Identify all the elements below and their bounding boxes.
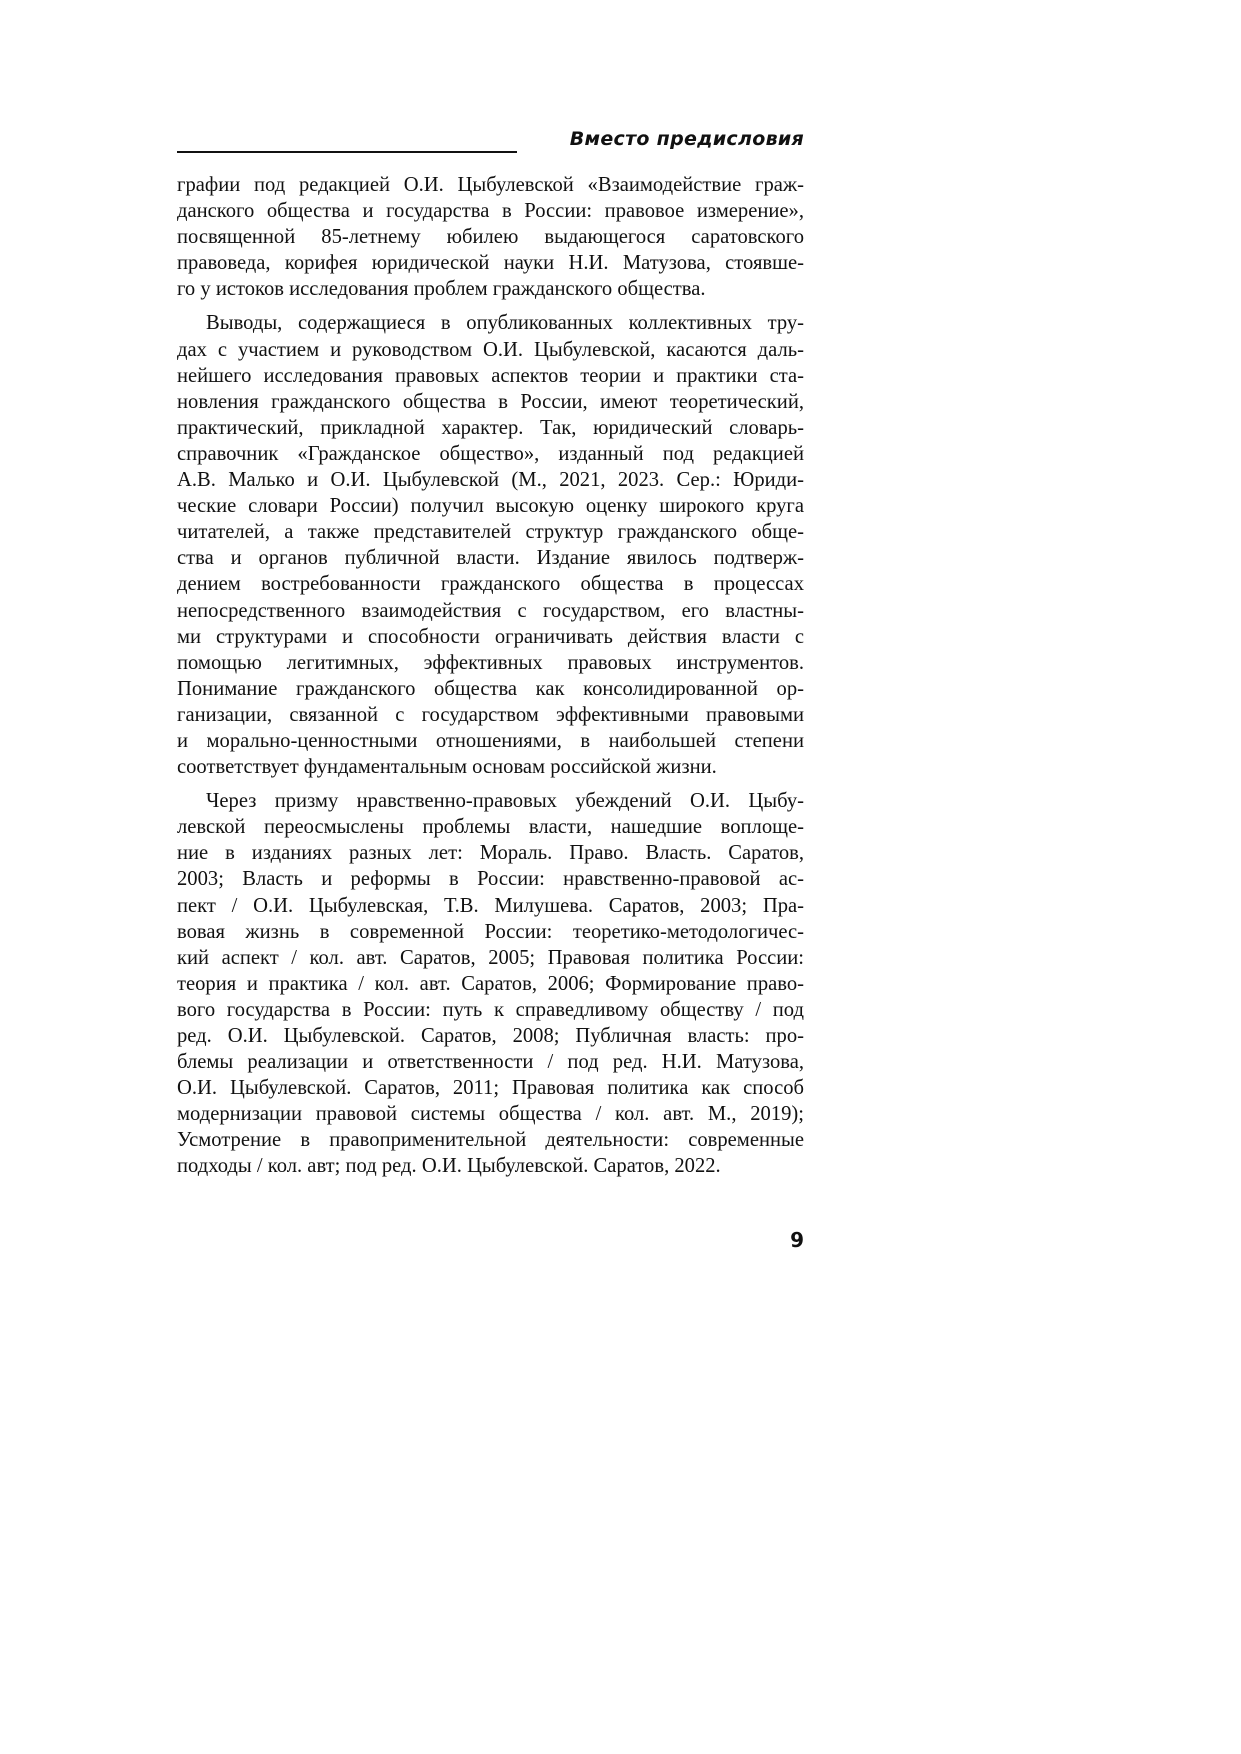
text-line: теория и практика / кол. авт. Саратов, 2006; Формирование право-: [177, 972, 804, 995]
running-head: [177, 128, 804, 158]
text-line: ред. О.И. Цыбулевской. Саратов, 2008; Публичная власть: про-: [177, 1025, 804, 1047]
text-line: непосредственного взаимодействия с государством, его властны-: [177, 599, 804, 622]
text-line: О.И. Цыбулевской. Саратов, 2011; Правовая политика как способ: [177, 1077, 804, 1100]
text-line: модернизации правовой системы общества / кол. авт. М., 2019);: [177, 1103, 804, 1126]
running-title: Вместо предисловия: [569, 128, 804, 150]
text-line: практический, прикладной характер. Так, юридический словарь-: [177, 416, 804, 439]
text-line: Понимание гражданского общества как консолидированной ор-: [177, 677, 804, 700]
text-line: помощью легитимных, эффективных правовых инструментов.: [177, 651, 804, 674]
paragraph-3: [177, 788, 804, 1179]
text-line: данского общества и государства в России: правовое измерение»,: [177, 200, 804, 223]
text-line: посвященной 85-летнему юбилею выдающегося саратовского: [177, 226, 804, 249]
text-line: кий аспект / кол. авт. Саратов, 2005; Правовая политика России:: [177, 946, 804, 969]
text-line: ние в изданиях разных лет: Мораль. Право. Власть. Саратов,: [177, 842, 804, 865]
header-rule: [177, 151, 517, 153]
body-text: [177, 172, 804, 1188]
page-number: 9: [790, 1228, 804, 1252]
text-line: справочник «Гражданское общество», изданный под редакцией: [177, 442, 804, 465]
text-line: правоведа, корифея юридической науки Н.И. Матузова, стоявше-: [177, 252, 804, 275]
text-line: дением востребованности гражданского общества в процессах: [177, 573, 804, 596]
text-line: новления гражданского общества в России, имеют теоретический,: [177, 390, 804, 413]
text-line: читателей, а также представителей структур гражданского обще-: [177, 521, 804, 544]
text-line: ческие словари России) получил высокую оценку широкого круга: [177, 495, 804, 518]
text-line: 2003; Власть и реформы в России: нравственно-правовой ас-: [177, 868, 804, 891]
text-line: пект / О.И. Цыбулевская, Т.В. Милушева. Саратов, 2003; Пра-: [177, 894, 804, 917]
text-line: Усмотрение в правоприменительной деятельности: современные: [177, 1129, 804, 1152]
text-line: левской переосмыслены проблемы власти, нашедшие воплоще-: [177, 816, 804, 839]
text-line: го у истоков исследования проблем гражданского общества.: [177, 278, 706, 301]
text-line: А.В. Малько и О.И. Цыбулевской (М., 2021, 2023. Сер.: Юриди-: [177, 469, 804, 492]
text-line: дах с участием и руководством О.И. Цыбулевской, касаются даль-: [177, 338, 804, 361]
text-line: соответствует фундаментальным основам российской жизни.: [177, 756, 717, 779]
text-line: и морально-ценностными отношениями, в наибольшей степени: [177, 729, 804, 752]
text-line: нейшего исследования правовых аспектов теории и практики ста-: [177, 364, 804, 387]
text-line: подходы / кол. авт; под ред. О.И. Цыбулевской. Саратов, 2022.: [177, 1155, 721, 1178]
text-line: Выводы, содержащиеся в опубликованных коллективных тру-: [206, 312, 804, 335]
text-line: ганизации, связанной с государством эффективными правовыми: [177, 703, 804, 726]
text-line: Через призму нравственно-правовых убеждений О.И. Цыбу-: [206, 790, 804, 813]
text-line: вого государства в России: путь к справедливому обществу / под: [177, 998, 804, 1021]
text-line: вовая жизнь в современной России: теоретико-методологичес-: [177, 920, 804, 943]
paragraph-2: [177, 310, 804, 780]
text-line: ства и органов публичной власти. Издание явилось подтверж-: [177, 547, 804, 570]
text-line: блемы реализации и ответственности / под ред. Н.И. Матузова,: [177, 1051, 804, 1074]
text-line: графии под редакцией О.И. Цыбулевской «Взаимодействие граж-: [177, 174, 804, 196]
text-line: ми структурами и способности ограничивать действия власти с: [177, 625, 804, 648]
paragraph-1: [177, 172, 804, 302]
